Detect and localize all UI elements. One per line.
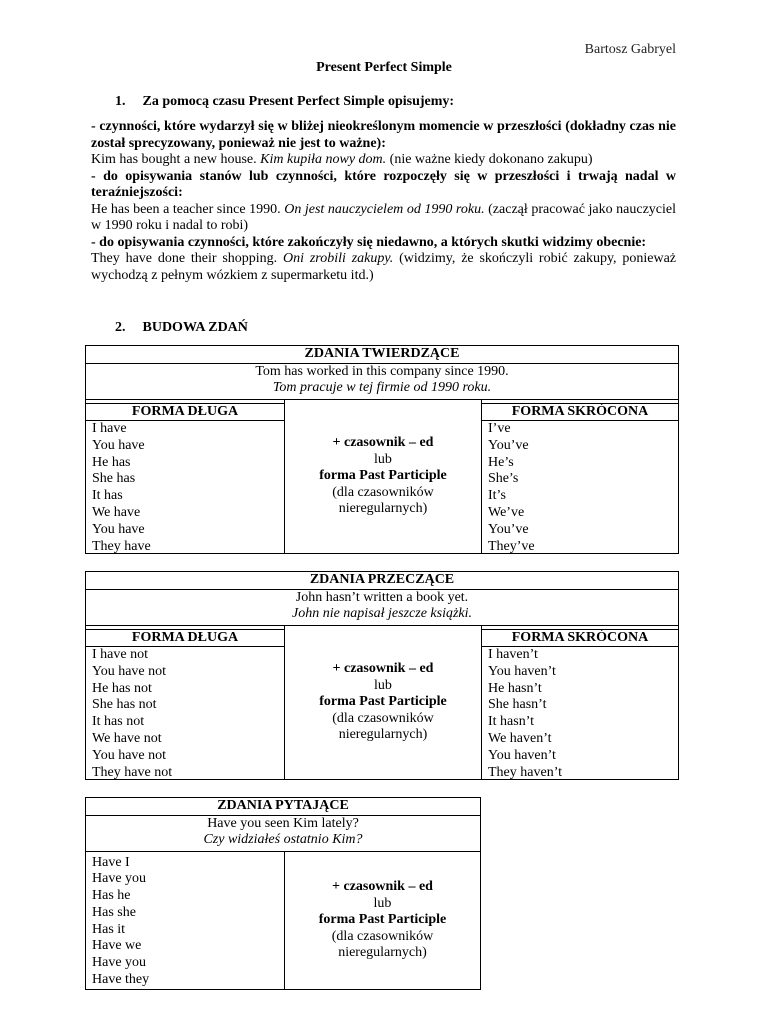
list-item: Has it — [92, 921, 126, 937]
affirmative-short-list — [482, 421, 678, 555]
affirmative-title: ZDANIA TWIERDZĄCE — [86, 346, 678, 364]
affirmative-example-en: Tom has worked in this company since 1990. — [255, 363, 509, 379]
rule-line-3: forma Past Participle — [318, 912, 447, 928]
usage-3-rule: - do opisywania czynności, które zakończyły się niedawno, a których skutki widzimy obecnie: — [91, 234, 647, 250]
section-1-title: Za pomocą czasu Present Perfect Simple opisujemy: — [142, 94, 455, 109]
usage-3-note: (widzimy, że skończyli robić zakupy, ponieważ wychodzą z pełnym wózkiem z supermarketu itd.) — [91, 251, 677, 283]
list-item: I have not — [92, 647, 148, 662]
list-item: You have not — [92, 663, 167, 679]
affirmative-short-col — [482, 400, 678, 554]
list-item: You have not — [92, 747, 167, 763]
rule-line-1: + czasownik – ed — [332, 435, 434, 451]
list-item: She’s — [488, 471, 519, 487]
negative-long-head: FORMA DŁUGA — [86, 629, 284, 648]
rule-line-5: nieregularnych) — [338, 727, 428, 743]
list-item: He has — [92, 454, 131, 470]
usage-1-example — [91, 152, 676, 169]
rule-line-2: lub — [373, 895, 392, 911]
rule-line-2: lub — [374, 451, 392, 467]
question-table — [85, 797, 481, 990]
list-item: It hasn’t — [488, 714, 535, 730]
usage-1-rule: - czynności, które wydarzył się w bliżej nieokreślonym momencie w przeszłości (dokładny czas nie został sprecyzowany, ponieważ nie jest to ważne): — [91, 119, 676, 151]
rule-line-1: + czasownik – ed — [332, 661, 434, 677]
list-item: Has she — [92, 904, 136, 920]
list-item: We haven’t — [488, 730, 552, 746]
question-example — [86, 816, 480, 852]
list-item: They haven’t — [488, 764, 562, 780]
usage-1-note: (nie ważne kiedy dokonano zakupu) — [389, 152, 593, 167]
negative-long-list — [86, 647, 284, 781]
section-2-heading — [115, 320, 248, 337]
question-example-pl: Czy widziałeś ostatnio Kim? — [203, 832, 363, 847]
negative-example-en: John hasn’t written a book yet. — [295, 589, 469, 605]
rule-line-5: nieregularnych) — [338, 945, 427, 961]
negative-short-col — [482, 626, 678, 780]
negative-short-list — [482, 647, 678, 781]
list-item: She has not — [92, 697, 157, 713]
question-title: ZDANIA PYTAJĄCE — [86, 798, 480, 816]
list-item: They have — [92, 538, 151, 554]
list-item: We’ve — [488, 504, 525, 520]
usage-2-rule: - do opisywania stanów lub czynności, które rozpoczęły się w przeszłości i trwają nadal w teraźniejszości: — [91, 168, 676, 200]
question-rule — [284, 852, 480, 990]
list-item: Have you — [92, 955, 147, 971]
affirmative-example-pl: Tom pracuje w tej firmie od 1990 roku. — [272, 380, 492, 395]
question-example-en: Have you seen Kim lately? — [207, 815, 359, 831]
negative-short-head: FORMA SKRÓCONA — [482, 629, 678, 648]
affirmative-example — [86, 364, 678, 399]
rule-line-4: (dla czasowników — [331, 928, 434, 944]
list-item: You haven’t — [488, 663, 556, 679]
usage-1-pl: Kim kupiła nowy dom. — [260, 152, 387, 167]
rule-line-1: + czasownik – ed — [332, 879, 433, 895]
list-item: Have we — [92, 938, 142, 954]
list-item: You have — [92, 521, 145, 537]
rule-line-4: (dla czasowników — [332, 484, 434, 500]
list-item: You’ve — [488, 437, 529, 453]
list-item: Have they — [92, 972, 150, 988]
negative-table — [85, 571, 679, 780]
affirmative-table — [85, 345, 679, 554]
list-item: You have — [92, 437, 145, 453]
usage-2-en: He has been a teacher since 1990. — [91, 201, 281, 217]
list-item: I’ve — [488, 421, 511, 436]
list-item: He hasn’t — [488, 680, 542, 696]
rule-line-3: forma Past Participle — [319, 694, 447, 710]
list-item: You’ve — [488, 521, 529, 537]
section-2-number: 2. — [115, 320, 126, 335]
usage-2-note: (zaczął pracować jako nauczyciel w 1990 roku i nadal to robi) — [91, 201, 677, 233]
list-item: I haven’t — [488, 647, 538, 662]
author-name: Bartosz Gabryel — [584, 42, 676, 57]
usage-1-en: Kim has bought a new house. — [91, 152, 257, 167]
list-item: It’s — [488, 488, 506, 504]
section-1-heading — [115, 94, 454, 111]
list-item: They have not — [92, 764, 173, 780]
rule-line-2: lub — [374, 677, 392, 693]
affirmative-long-list — [86, 421, 284, 555]
negative-example-pl: John nie napisał jeszcze książki. — [291, 606, 473, 621]
list-item: It has not — [92, 714, 145, 730]
usage-3-pl: Oni zrobili zakupy. — [283, 251, 394, 266]
negative-example — [86, 590, 678, 625]
affirmative-rule — [284, 400, 482, 554]
affirmative-short-head: FORMA SKRÓCONA — [482, 403, 678, 422]
list-item: He has not — [92, 680, 152, 696]
list-item: She hasn’t — [488, 697, 547, 713]
rule-line-5: nieregularnych) — [338, 501, 428, 517]
list-item: You haven’t — [488, 747, 556, 763]
list-item: Have you — [92, 871, 147, 887]
usage-block — [91, 119, 676, 284]
list-item: They’ve — [488, 538, 535, 554]
usage-3-example — [91, 251, 676, 284]
list-item: We have not — [92, 730, 162, 746]
list-item: Has he — [92, 888, 131, 904]
question-long-col — [86, 852, 284, 990]
affirmative-long-head: FORMA DŁUGA — [86, 403, 284, 422]
usage-3-en: They have done their shopping. — [91, 251, 278, 266]
list-item: He’s — [488, 454, 514, 470]
affirmative-long-col — [86, 400, 284, 554]
list-item: It has — [92, 488, 123, 504]
question-long-list — [86, 855, 284, 989]
negative-long-col — [86, 626, 284, 780]
list-item: We have — [92, 504, 141, 520]
rule-line-4: (dla czasowników — [332, 710, 434, 726]
list-item: She has — [92, 471, 136, 487]
section-1-number: 1. — [115, 94, 126, 109]
list-item: I have — [92, 421, 127, 436]
negative-rule — [284, 626, 482, 780]
rule-line-3: forma Past Participle — [319, 468, 447, 484]
usage-2-example — [91, 202, 676, 235]
list-item: Have I — [92, 854, 130, 870]
usage-2-pl: On jest nauczycielem od 1990 roku. — [284, 201, 485, 217]
section-2-title: BUDOWA ZDAŃ — [142, 320, 248, 335]
negative-title: ZDANIA PRZECZĄCE — [86, 572, 678, 590]
page-title: Present Perfect Simple — [316, 60, 452, 75]
